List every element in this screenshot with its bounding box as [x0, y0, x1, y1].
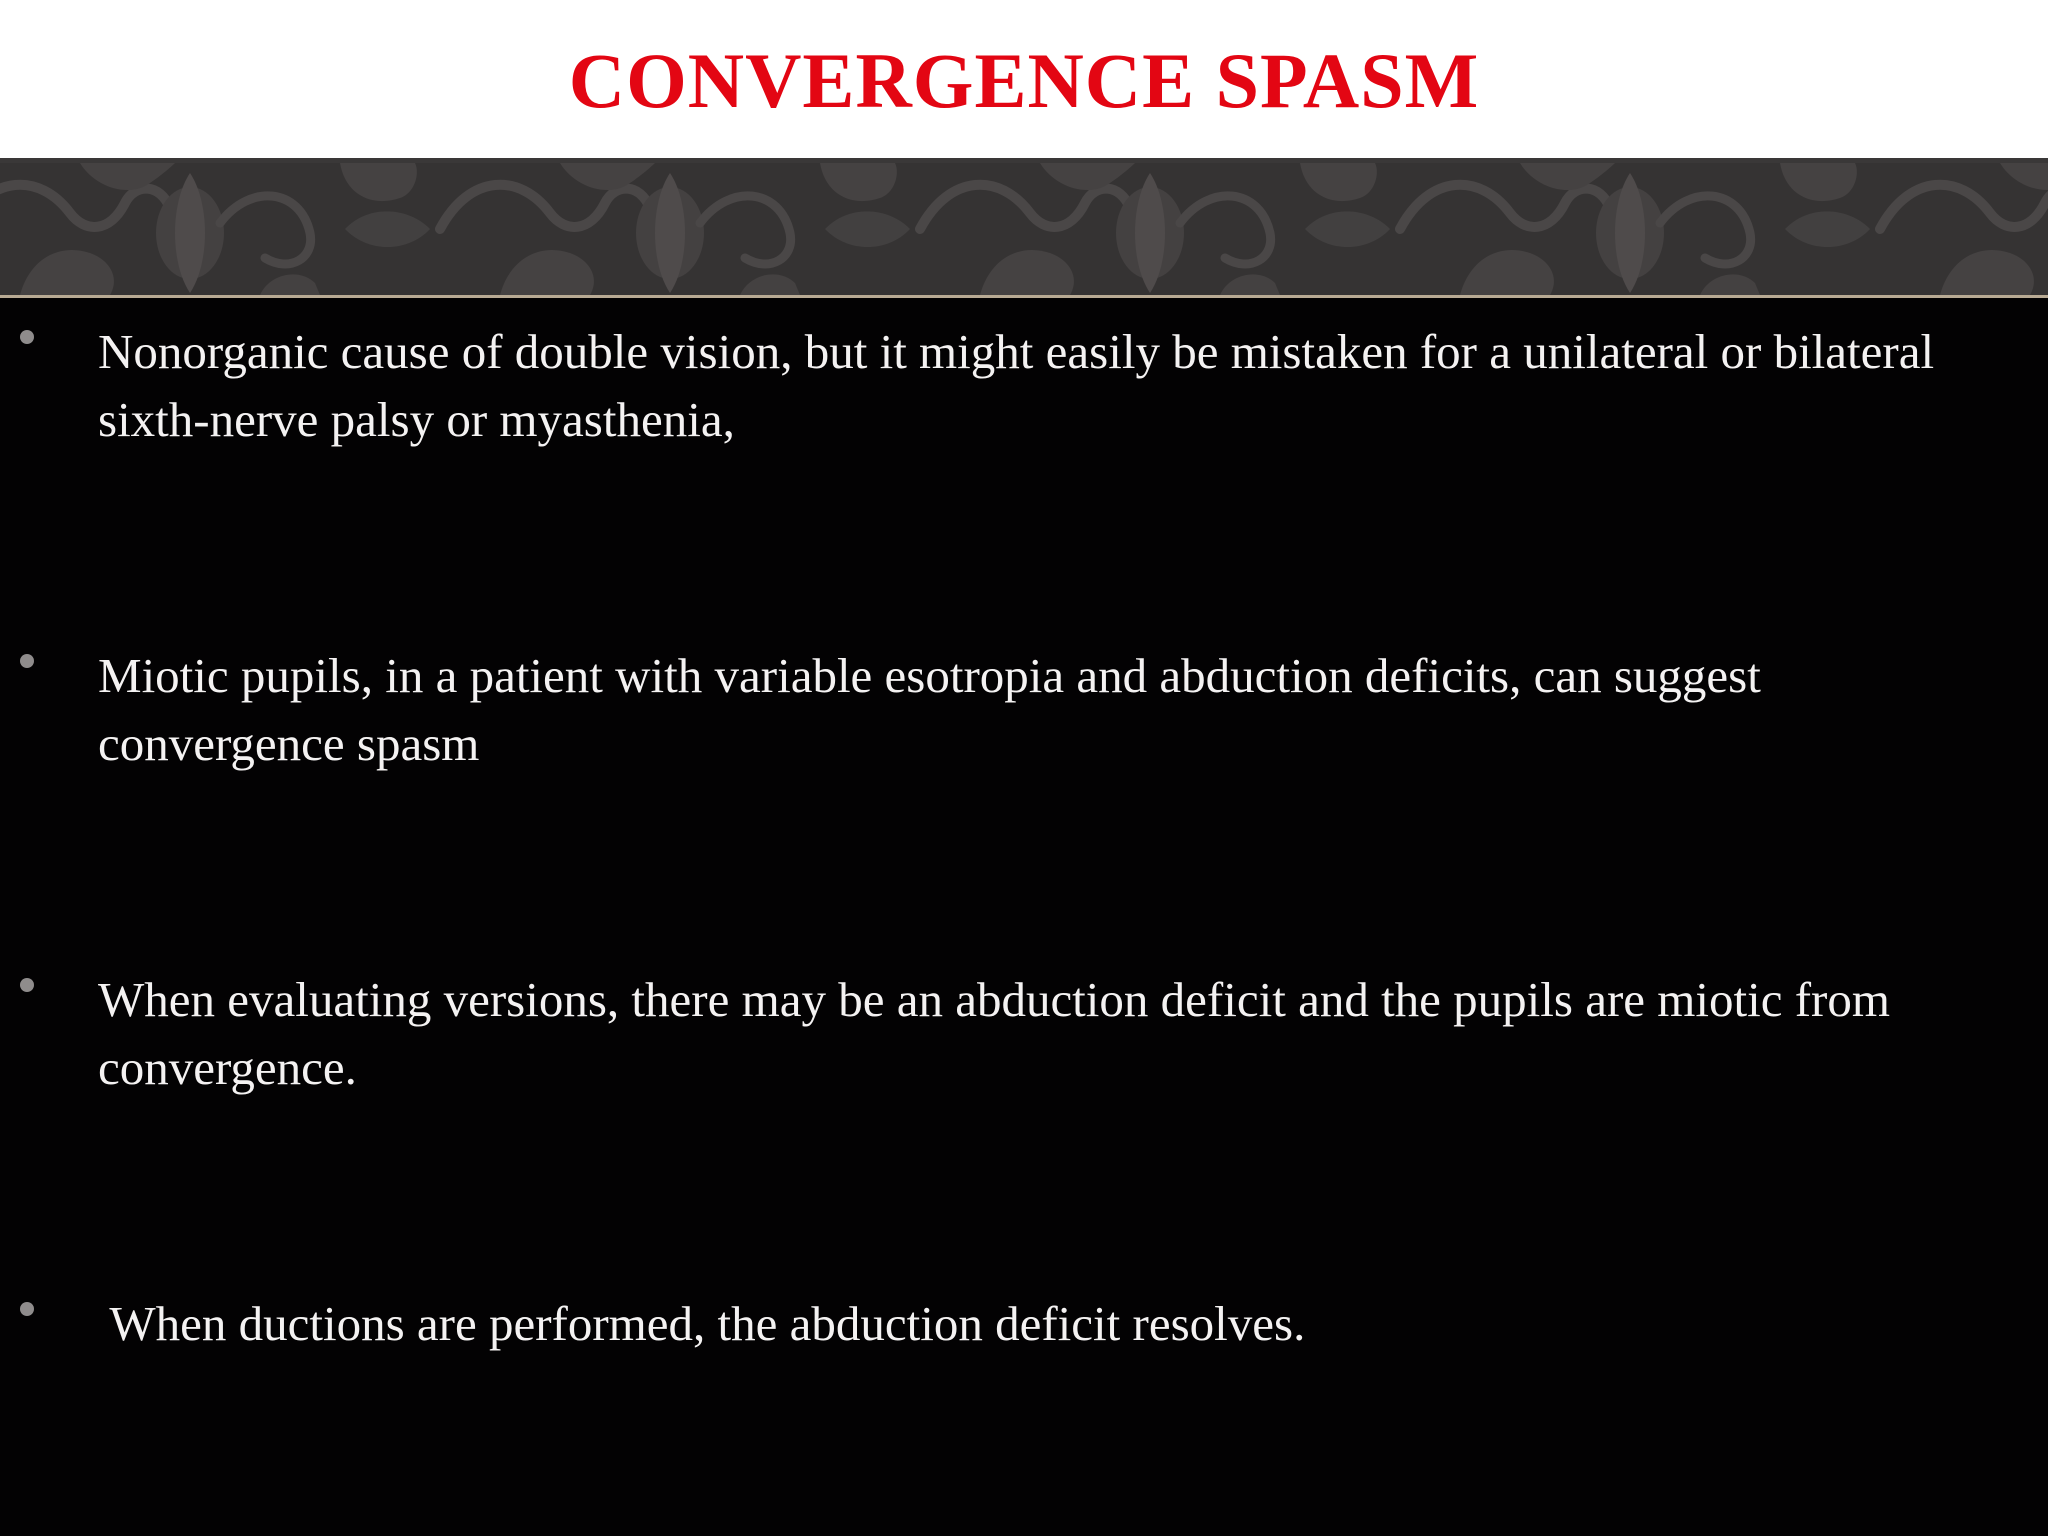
bullet-text: Nonorganic cause of double vision, but it might easily be mistaken for a unilateral or bilateral sixth-nerve palsy or myasthenia, — [98, 324, 1935, 447]
bullet-icon — [20, 1302, 34, 1316]
bullet-text: When ductions are performed, the abduction deficit resolves. — [98, 1296, 1306, 1351]
bullet-icon — [20, 978, 34, 992]
damask-ornament-band — [0, 163, 2048, 295]
bullet-text: Miotic pupils, in a patient with variable esotropia and abduction deficits, can suggest convergence spasm — [98, 648, 1761, 771]
slide-title: CONVERGENCE SPASM — [568, 37, 1480, 124]
title-band — [0, 0, 2048, 160]
ornament-bottom-rule — [0, 295, 2048, 298]
bullet-icon — [20, 654, 34, 668]
bullet-icon — [20, 330, 34, 344]
bullet-text: When evaluating versions, there may be an abduction deficit and the pupils are miotic from convergence. — [98, 972, 1890, 1095]
